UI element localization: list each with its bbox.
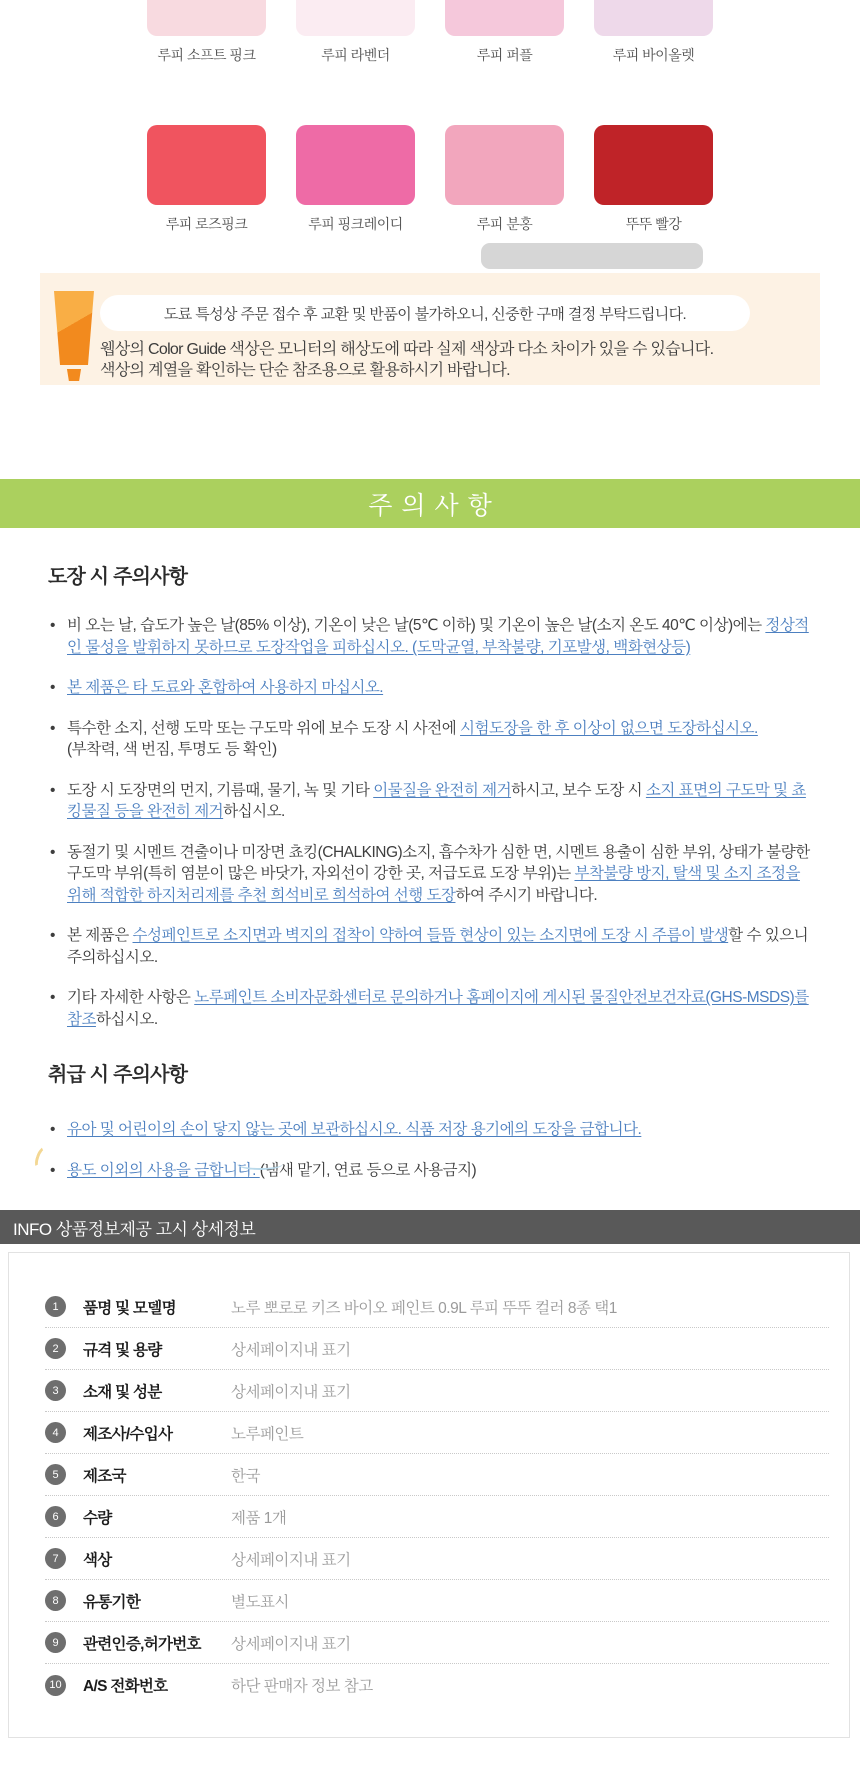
color-swatch bbox=[445, 0, 564, 36]
caution-link-text: 노루페인트 소비자문화센터로 문의하거나 홈페이지에 게시된 물질안전보건자료(GHS-MSDS)를 참조 bbox=[67, 989, 809, 1028]
cropped-element-fragment bbox=[481, 243, 703, 269]
swatch-cell bbox=[445, 125, 564, 234]
row-label: 색상 bbox=[83, 1551, 112, 1569]
swatch-label: 루피 핑크레이디 bbox=[308, 216, 403, 232]
caution-link-text: 본 제품은 타 도료와 혼합하여 사용하지 마십시오. bbox=[67, 679, 384, 696]
table-row bbox=[45, 1412, 829, 1454]
table-row bbox=[45, 1454, 829, 1496]
caution-link-text: 이물질을 완전히 제거 bbox=[373, 781, 512, 799]
swatch-label: 루피 라벤더 bbox=[321, 47, 390, 63]
caution-banner-label: 주의사항 bbox=[368, 491, 501, 520]
product-info-rows bbox=[45, 1286, 829, 1706]
row-value: 별도표시 bbox=[231, 1593, 289, 1611]
swatch-label: 루피 소프트 핑크 bbox=[157, 47, 256, 63]
info-header-bar bbox=[0, 1210, 860, 1244]
row-value: 노루 뽀로로 키즈 바이오 페인트 0.9L 루피 뚜뚜 컬러 8종 택1 bbox=[231, 1299, 617, 1317]
swatch-cell bbox=[594, 125, 713, 234]
product-info-table bbox=[8, 1252, 850, 1738]
row-label: 제조사/수입사 bbox=[83, 1425, 173, 1443]
painting-caution-list bbox=[48, 615, 818, 1030]
caution-item bbox=[48, 615, 818, 658]
caution-text: 할 수 있으니 주의하십시오. bbox=[67, 927, 809, 966]
caution-text: 본 제품은 bbox=[67, 927, 133, 944]
caution-item bbox=[48, 925, 818, 968]
row-number-badge: 4 bbox=[45, 1422, 66, 1443]
blue-arc-decoration bbox=[237, 1158, 283, 1170]
no-return-pill: 도료 특성상 주문 접수 후 교환 및 반품이 불가하오니, 신중한 구매 결정 부탁드립니다. bbox=[100, 295, 750, 331]
row-number-badge: 10 bbox=[45, 1675, 66, 1696]
caution-link-text: 부착불량 방지, 탈색 및 소지 조정을 위해 적합한 하지처리제를 추천 희석비로 희석하여 선행 도장 bbox=[67, 865, 800, 904]
disclaimer-line-1: 웹상의 Color Guide 색상은 모니터의 해상도에 따라 실제 색상과 다소 차이가 있을 수 있습니다. bbox=[100, 341, 714, 358]
row-label: 소재 및 성분 bbox=[83, 1383, 162, 1401]
table-row bbox=[45, 1370, 829, 1412]
row-label: 품명 및 모델명 bbox=[83, 1299, 176, 1317]
row-label: A/S 전화번호 bbox=[83, 1678, 168, 1695]
caution-text: (부착력, 색 번짐, 투명도 등 확인) bbox=[67, 741, 277, 758]
row-value: 하단 판매자 정보 참고 bbox=[231, 1678, 373, 1695]
bullet-icon: • bbox=[50, 1161, 55, 1179]
caution-link-text: 소지 표면의 구도막 및 쵸킹물질 등을 완전히 제거 bbox=[67, 781, 806, 820]
color-swatch bbox=[296, 0, 415, 36]
caution-item bbox=[48, 1160, 818, 1182]
handling-caution-heading: 취급 시 주의사항 bbox=[48, 1064, 188, 1086]
table-row bbox=[45, 1664, 829, 1706]
exclamation-icon bbox=[54, 291, 94, 381]
caution-link-text: 시험도장을 한 후 이상이 없으면 도장하십시오. bbox=[460, 719, 758, 737]
caution-item bbox=[48, 780, 818, 823]
bullet-icon: • bbox=[50, 927, 55, 944]
color-swatch bbox=[594, 0, 713, 36]
caution-sections bbox=[48, 560, 818, 1200]
swatch-label: 루피 로즈핑크 bbox=[165, 216, 248, 232]
caution-item bbox=[48, 677, 818, 699]
color-swatch-row-top bbox=[0, 0, 860, 65]
swatch-cell bbox=[594, 0, 713, 65]
row-value: 상세페이지내 표기 bbox=[231, 1635, 351, 1653]
caution-link-text: 유아 및 어린이의 손이 닿지 않는 곳에 보관하십시오. 식품 저장 용기에의 도장을 금합니다. bbox=[67, 1121, 642, 1138]
swatch-label: 뚜뚜 빨강 bbox=[625, 216, 682, 232]
color-guide-disclaimer bbox=[100, 339, 713, 381]
row-value: 상세페이지내 표기 bbox=[231, 1551, 351, 1569]
bullet-icon: • bbox=[50, 719, 55, 737]
row-label: 관련인증,허가번호 bbox=[83, 1635, 201, 1653]
caution-item bbox=[48, 987, 818, 1030]
row-number-badge: 7 bbox=[45, 1548, 66, 1569]
row-value: 노루페인트 bbox=[231, 1425, 304, 1443]
bullet-icon: • bbox=[50, 781, 55, 799]
swatch-cell bbox=[147, 125, 266, 234]
row-value: 상세페이지내 표기 bbox=[231, 1341, 351, 1359]
caution-text: 비 오는 날, 습도가 높은 날(85% 이상), 기온이 낮은 날(5℃ 이하) 및 기온이 높은 날(소지 온도 40℃ 이상)에는 bbox=[67, 617, 766, 634]
color-swatch bbox=[147, 125, 266, 205]
row-label: 제조국 bbox=[83, 1467, 126, 1485]
painting-caution-heading: 도장 시 주의사항 bbox=[48, 566, 188, 588]
bullet-icon: • bbox=[50, 617, 55, 634]
swatch-label: 루피 분홍 bbox=[476, 216, 533, 232]
table-row bbox=[45, 1286, 829, 1328]
disclaimer-line-2: 색상의 계열을 확인하는 단순 참조용으로 활용하시기 바랍니다. bbox=[100, 362, 510, 379]
caution-text: 하십시오. bbox=[223, 803, 285, 820]
bullet-icon: • bbox=[50, 679, 55, 696]
caution-text: 하십시오. bbox=[95, 1010, 158, 1028]
row-number-badge: 6 bbox=[45, 1506, 66, 1527]
row-number-badge: 1 bbox=[45, 1296, 66, 1317]
swatch-label: 루피 바이올렛 bbox=[612, 47, 695, 63]
caution-link-text: 정상적인 물성을 발휘하지 못하므로 도장작업을 피하십시오. (도막균열, 부착불량, 기포발생, 백화현상등) bbox=[67, 617, 809, 656]
bullet-icon: • bbox=[50, 989, 55, 1006]
swatch-cell bbox=[445, 0, 564, 65]
caution-text: 특수한 소지, 선행 도막 또는 구도막 위에 보수 도장 시 사전에 bbox=[67, 719, 461, 737]
table-row bbox=[45, 1622, 829, 1664]
swatch-cell bbox=[147, 0, 266, 65]
caution-item bbox=[48, 842, 818, 907]
row-value: 제품 1개 bbox=[231, 1509, 287, 1527]
row-value: 한국 bbox=[231, 1467, 260, 1485]
handling-caution-list bbox=[48, 1119, 818, 1181]
color-swatch bbox=[594, 125, 713, 205]
color-swatch-row-bottom bbox=[0, 125, 860, 234]
caution-text: (냄새 맡기, 연료 등으로 사용금지) bbox=[259, 1161, 477, 1179]
row-number-badge: 9 bbox=[45, 1632, 66, 1653]
caution-link-text: 수성페인트로 소지면과 벽지의 접착이 약하여 들뜸 현상이 있는 소지면에 도장 시 주름이 발생 bbox=[132, 927, 729, 944]
row-label: 규격 및 용량 bbox=[83, 1341, 162, 1359]
row-number-badge: 5 bbox=[45, 1464, 66, 1485]
caution-item bbox=[48, 1119, 818, 1141]
color-swatch bbox=[296, 125, 415, 205]
exclamation-bar bbox=[54, 291, 94, 365]
row-label: 수량 bbox=[83, 1509, 112, 1527]
bullet-icon: • bbox=[50, 843, 55, 861]
row-number-badge: 8 bbox=[45, 1590, 66, 1611]
return-policy-notice-box bbox=[40, 273, 820, 385]
table-row bbox=[45, 1538, 829, 1580]
row-label: 유통기한 bbox=[83, 1593, 141, 1611]
color-swatch bbox=[147, 0, 266, 36]
swatch-label: 루피 퍼플 bbox=[476, 47, 533, 63]
table-row bbox=[45, 1496, 829, 1538]
row-number-badge: 3 bbox=[45, 1380, 66, 1401]
caution-link-text: 용도 이외의 사용을 금합니다. bbox=[67, 1161, 260, 1179]
swatch-cell bbox=[296, 125, 415, 234]
caution-text: 도장 시 도장면의 먼지, 기름때, 물기, 녹 및 기타 bbox=[67, 781, 374, 799]
info-header-label: INFO 상품정보제공 고시 상세정보 bbox=[13, 1219, 256, 1239]
color-swatch bbox=[445, 125, 564, 205]
exclamation-dot bbox=[66, 369, 82, 381]
caution-text: 기타 자세한 사항은 bbox=[67, 989, 195, 1006]
table-row bbox=[45, 1328, 829, 1370]
caution-text: 동절기 및 시멘트 견출이나 미장면 쵸킹(CHALKING)소지, 흡수차가 심한 면, 시멘트 용출이 심한 부위, 상태가 불량한 구도막 부위(특히 염분이 많은 바닷가, 자외선이 강한 곳, 저급도료 도장 부위)는 bbox=[67, 843, 810, 882]
caution-text: 하여 주시기 바랍니다. bbox=[455, 886, 598, 904]
caution-item bbox=[48, 718, 818, 761]
caution-text: 하시고, 보수 도장 시 bbox=[511, 781, 646, 799]
bullet-icon: • bbox=[50, 1121, 55, 1138]
table-row bbox=[45, 1580, 829, 1622]
swatch-cell bbox=[296, 0, 415, 65]
row-value: 상세페이지내 표기 bbox=[231, 1383, 351, 1401]
row-number-badge: 2 bbox=[45, 1338, 66, 1359]
caution-banner bbox=[0, 479, 860, 528]
